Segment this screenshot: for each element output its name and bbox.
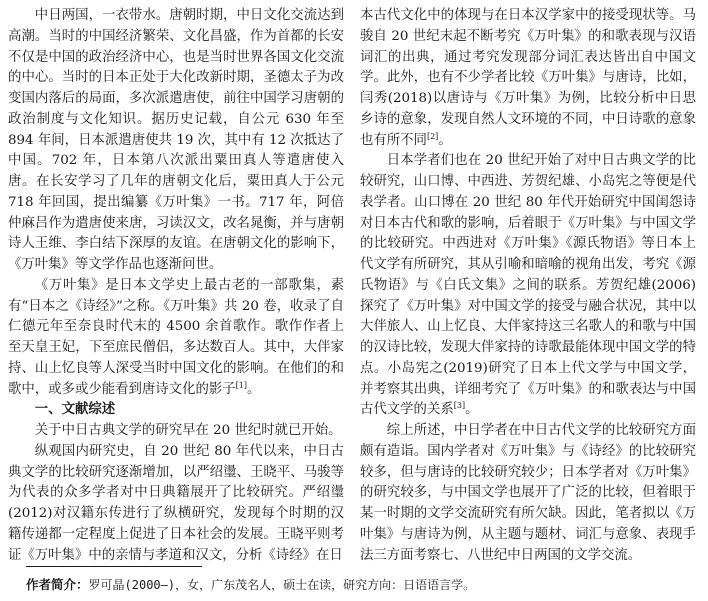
footnote-text: 罗可晶(2000—)，女，广东茂名人，硕士在读，研究方向：日语语言学。	[88, 578, 476, 592]
paragraph-japanese-research-text: 日本学者们也在 20 世纪开始了对中日古典文学的比较研究，山口博、中西进、芳贺纪雄、小岛宪之等便是代表学者。山口博在 20 世纪 80 年代开始研究中国闺怨诗对日本古代和歌的影响，后着眼于《万叶集》与中国文学的比较研究。中西进对《万叶集》《源氏物语》等日本上代文学有所研究，其从引喻和暗喻的视角出发，考究《源氏物语》与《白氏文集》之间的联系。芳贺纪雄(2006)探究了《万叶集》对中国文学的接受与融合状况，其中以大伴旅人、山上忆良、大伴家持这三名歌人的和歌与中国的汉诗比较，发现大伴家持的诗歌最能体现中国文学的特点。小岛宪之(2019)研究了日本上代文学与中国文学，并考察其出典，详细考究了《万叶集》的和歌表达与中国古代文学的关系	[360, 153, 696, 418]
citation-ref-1: [1]	[235, 380, 247, 390]
citation-ref-2: [2]	[426, 131, 439, 141]
author-footnote	[26, 577, 686, 593]
paragraph-domestic-research: 纵观国内研究史，自 20 世纪 80 年代以来，中日古典文学的比较研究逐渐增加，以严绍璗、王晓平、马骏等为代表的众多学者对中日典籍展开了比较研究。严绍璗(2012)对汉籍东传进行了纵横研究，发现每个时期的汉籍传递都一定程度上促进了日本社会的发展。王晓平则考证《万叶集》中的亲情与孝道和汉文，分析《诗经》在日	[8, 443, 344, 563]
paragraph-review-intro: 关于中日古典文学的研究早在 20 世纪时就已开始。	[34, 423, 342, 438]
paragraph-manyoshu-text: 《万叶集》是日本文学史上最古老的一部歌集，素有“日本之《诗经》”之称。《万叶集》共 20 卷，收录了自仁德元年至奈良时代末的 4500 余首歌作。歌作作者上至天皇王妃，下至庶民僧侣，多达数百人。其中，大伴家持、山上忆良等人深受当时中国文化的影响。在他们的和歌中，或多或少能看到唐诗文化的影子	[8, 277, 344, 397]
paragraph-japanese-research-end: 。	[465, 402, 479, 418]
citation-ref-3: [3]	[453, 401, 466, 411]
left-column	[8, 6, 344, 566]
paragraph-intro: 中日两国，一衣带水。唐朝时期，中日文化交流达到高潮。当时的中国经济繁荣、文化昌盛，作为首都的长安不仅是中国的政治经济中心，也是当时世界各国文化交流的中心。当时的日本正处于大化改新时期，圣德太子为改变国内落后的局面，多次派遣唐使，前往中国学习唐朝的政治制度与文化知识。据历史记载，自公元 630 年至 894 年间，日本派遣唐使共 19 次，其中有 12 次抵达了中国。702 年，日本第八次派出粟田真人等遣唐使入唐。在长安学习了几年的唐朝文化后，粟田真人于公元 718 年回国，提出编纂《万叶集》一书。717 年，阿倍仲麻吕作为遣唐使来唐，习读汉文，改名晁衡，并与唐朝诗人王维、李白结下深厚的友谊。在唐朝文化的影响下，《万叶集》等文学作品也逐渐问世。	[8, 8, 344, 272]
paragraph-japanese-research	[360, 151, 696, 421]
right-column	[360, 6, 696, 566]
section-heading-literature-review: 一、文献综述	[34, 402, 116, 418]
paragraph-manyoshu-end: 。	[246, 381, 261, 397]
paragraph-manyoshu	[8, 276, 344, 401]
paragraph-domestic-research-text: 本古代文化中的体现与在日本汉学家中的接受现状等。马骏自 20 世纪末起不断考究《万叶集》的和歌表现与汉语词汇的出典，通过考究发现部分词汇表达皆出自中国文学。此外，也有不少学者比较《万叶集》与唐诗，比如，闫秀(2018)以唐诗与《万叶集》为例，比较分析中日思乡诗的意象，发现自然人文环境的不同，中日诗歌的意象也有所不同	[360, 8, 696, 148]
paragraph-domestic-research-end: 。	[438, 132, 452, 148]
paragraph-summary: 综上所述，中日学者在中日古代文学的比较研究方面颇有造诣。国内学者对《万叶集》与《诗经》的比较研究较多，但与唐诗的比较研究较少；日本学者对《万叶集》的研究较多，与中国文学也展开了广泛的比较，但着眼于某一时期的文学交流研究有所欠缺。因此，笔者拟以《万叶集》与唐诗为例，从主题与题材、词汇与意象、表现手法三方面考察七、八世纪中日两国的文学交流。	[360, 423, 696, 563]
footnote-divider	[26, 566, 202, 567]
paragraph-domestic-research-continued	[360, 6, 696, 151]
footnote-label: 作者简介：	[26, 577, 89, 592]
